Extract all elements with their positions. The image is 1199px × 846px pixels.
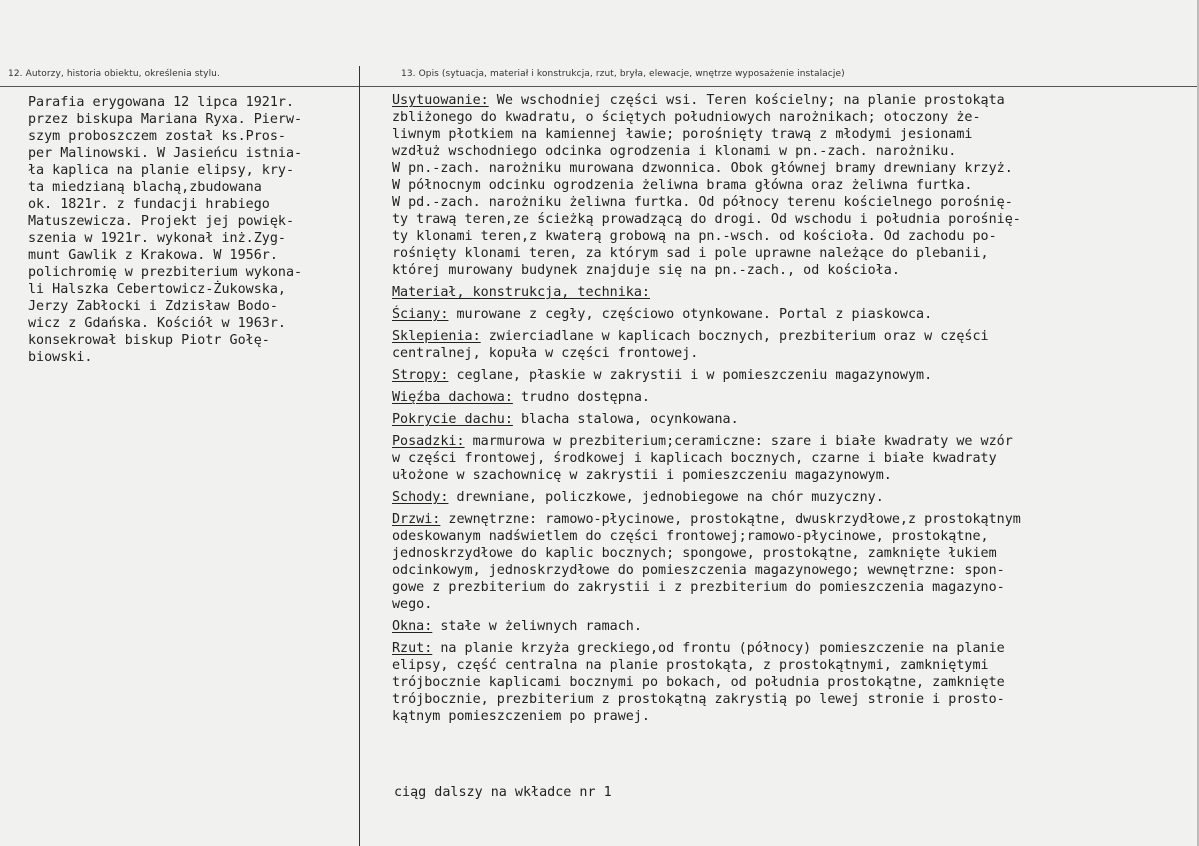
section-line: w części frontowej, środkowej i kaplicach bocznych, czarne i białe kwadraty <box>392 451 997 466</box>
section-line: kątnym pomieszczeniem po prawej. <box>392 709 650 724</box>
section-line: W pn.-zach. narożniku murowana dzwonnica. Obok głównej bramy drewniany krzyż. <box>392 161 1013 176</box>
history-line: munt Gawlik z Krakowa. W 1956r. <box>28 248 278 263</box>
section-label: Pokrycie dachu: <box>392 412 513 427</box>
section-wiezba <box>392 389 1182 406</box>
section-rzut <box>392 640 1182 725</box>
section-line: elipsy, część centralna na planie prostokąta, z prostokątnymi, zamkniętymi <box>392 658 989 673</box>
history-line: szym proboszczem został ks.Pros- <box>28 129 286 144</box>
section-pokrycie <box>392 411 1182 428</box>
section-line: W północnym odcinku ogrodzenia żeliwna brama główna oraz żeliwna furtka. <box>392 178 973 193</box>
history-line: biowski. <box>28 350 93 365</box>
section-label: Sklepienia: <box>392 329 481 344</box>
history-line: li Halszka Cebertowicz-Żukowska, <box>28 282 286 297</box>
section-line: wzdłuż wschodniego odcinka ogrodzenia i klonami w pn.-zach. narożniku. <box>392 144 957 159</box>
section-label: Więźba dachowa: <box>392 390 513 405</box>
section-schody <box>392 489 1182 506</box>
history-line: polichromię w prezbiterium wykona- <box>28 265 303 280</box>
section-label: Posadzki: <box>392 434 465 449</box>
section-label: Drzwi: <box>392 512 441 527</box>
section-text: zwierciadlane w kaplicach bocznych, prezbiterium oraz w części <box>480 329 989 344</box>
history-line: Jerzy Zabłocki i Zdzisław Bodo- <box>28 299 278 314</box>
section-line: ty klonami teren,z kwaterą grobową na pn.-wsch. od kościoła. Od zachodu po- <box>392 229 997 244</box>
section-line: liwnym płotkiem na kamiennej ławie; porośnięty trawą z młodymi jesionami <box>392 127 973 142</box>
right-header: 13. Opis (sytuacja, materiał i konstrukcja, rzut, bryła, elewacje, wnętrze wyposażenie instalacje) <box>401 69 845 79</box>
history-line: ta miedzianą blachą,zbudowana <box>28 180 262 195</box>
section-text: marmurowa w prezbiterium;ceramiczne: szare i białe kwadraty we wzór <box>464 434 1013 449</box>
section-line: której murowany budynek znajduje się na pn.-zach., od kościoła. <box>392 263 900 278</box>
section-label: Schody: <box>392 490 449 505</box>
header-divider <box>0 86 1197 87</box>
section-line: jednoskrzydłowe do kaplic bocznych; spongowe, prostokątne, zamknięte łukiem <box>392 546 997 561</box>
section-line: gowe z prezbiterium do zakrystii i z prezbiterium do pomieszczenia magazyno- <box>392 580 1005 595</box>
history-text <box>28 94 353 366</box>
history-line: per Malinowski. W Jasieńcu istnia- <box>28 146 303 161</box>
section-line: centralnej, kopuła w części frontowej. <box>392 346 699 361</box>
section-line: odcinkowym, jednoskrzydłowe do pomieszczenia magazynowego; wewnętrzne: spon- <box>392 563 1005 578</box>
section-text: We wschodniej części wsi. Teren kościelny; na planie prostokąta <box>488 93 1005 108</box>
section-label: Usytuowanie: <box>392 93 489 108</box>
section-text: trudno dostępna. <box>512 390 650 405</box>
section-sklepienia <box>392 328 1182 362</box>
section-label: Materiał, konstrukcja, technika: <box>392 285 650 300</box>
section-okna <box>392 618 1182 635</box>
section-line: ty trawą teren,ze ścieżką prowadzącą do drogi. Od wschodu i południa porośnię- <box>392 212 1021 227</box>
section-material <box>392 284 1182 301</box>
section-text: drewniane, policzkowe, jednobiegowe na chór muzyczny. <box>448 490 884 505</box>
history-line: przez biskupa Mariana Ryxa. Pierw- <box>28 112 303 127</box>
history-line: ła kaplica na planie elipsy, kry- <box>28 163 295 178</box>
history-line: Matuszewicza. Projekt jej powięk- <box>28 214 295 229</box>
description-text <box>392 92 1182 730</box>
section-text: ceglane, płaskie w zakrystii i w pomieszczeniu magazynowym. <box>448 368 933 383</box>
section-text: murowane z cegły, częściowo otynkowane. Portal z piaskowca. <box>448 307 933 322</box>
section-drzwi <box>392 511 1182 613</box>
section-text: zewnętrzne: ramowo-płycinowe, prostokątne, dwuskrzydłowe,z prostokątnym <box>440 512 1021 527</box>
history-line: Parafia erygowana 12 lipca 1921r. <box>28 95 295 110</box>
history-line: ok. 1821r. z fundacji hrabiego <box>28 197 270 212</box>
section-label: Rzut: <box>392 641 433 656</box>
section-line: zbliżonego do kwadratu, o ściętych południowych narożnikach; otoczony że- <box>392 110 981 125</box>
section-line: ułożone w szachownicę w zakrystii i pomieszczeniu magazynowym. <box>392 468 892 483</box>
left-header: 12. Autorzy, historia obiektu, określenia stylu. <box>8 69 220 79</box>
section-line: trójbocznie kaplicami bocznymi po bokach, od południa prostokątne, zamknięte <box>392 675 1005 690</box>
section-text: blacha stalowa, ocynkowana. <box>512 412 739 427</box>
section-label: Ściany: <box>392 307 449 322</box>
history-line: szenia w 1921r. wykonał inż.Zyg- <box>28 231 286 246</box>
section-line: wego. <box>392 597 433 612</box>
section-posadzki <box>392 433 1182 484</box>
section-line: trójbocznie, prezbiterium z prostokątną zakrystią po lewej stronie i prosto- <box>392 692 1005 707</box>
history-line: konsekrował biskup Piotr Gołę- <box>28 333 270 348</box>
history-line: wicz z Gdańska. Kościół w 1963r. <box>28 316 286 331</box>
section-label: Okna: <box>392 619 433 634</box>
continuation-note: ciąg dalszy na wkładce nr 1 <box>394 785 612 800</box>
section-text: stałe w żeliwnych ramach. <box>432 619 642 634</box>
section-line: rośnięty klonami teren, za którym sad i pole uprawne należące do plebanii, <box>392 246 989 261</box>
section-text: na planie krzyża greckiego,od frontu (północy) pomieszczenie na planie <box>432 641 1005 656</box>
section-sciany <box>392 306 1182 323</box>
section-line: W pd.-zach. narożniku żeliwna furtka. Od północy terenu kościelnego porośnię- <box>392 195 1013 210</box>
section-usytuowanie <box>392 92 1182 279</box>
section-stropy <box>392 367 1182 384</box>
section-label: Stropy: <box>392 368 449 383</box>
section-line: odeskowanym nadświetlem do części frontowej;ramowo-płycinowe, prostokątne, <box>392 529 989 544</box>
column-divider <box>359 66 360 846</box>
